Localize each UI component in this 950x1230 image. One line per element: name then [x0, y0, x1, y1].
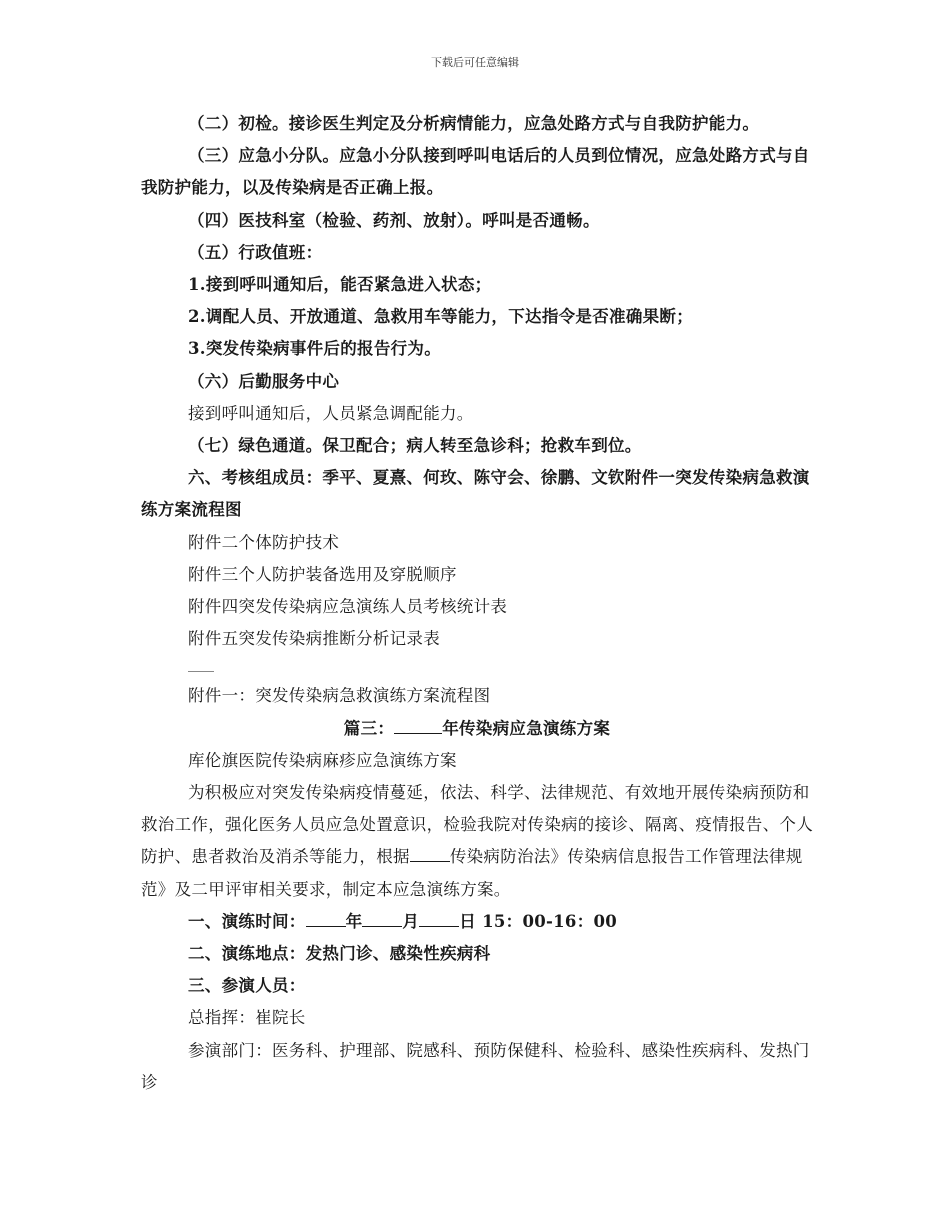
attachment-4: 附件四突发传染病应急演练人员考核统计表 [188, 597, 508, 617]
blank-month-field [362, 925, 402, 927]
commander: 总指挥：崔院长 [188, 1008, 306, 1028]
purpose-text-b: 传染病防治法》传染病信息报告工作管理法律规范》及二甲评审相关要求，制定本应急演练方案。 [141, 847, 803, 899]
separator-rule [188, 671, 214, 672]
paragraph-green-channel: （七）绿色通道。保卫配合；病人转至急诊科；抢救车到位。 [188, 436, 642, 456]
attachment-1-title: 附件一：突发传染病急救演练方案流程图 [188, 686, 491, 706]
document-body [141, 108, 813, 1099]
paragraph-purpose [141, 777, 813, 906]
drill-location: 二、演练地点：发热门诊、感染性疾病科 [188, 944, 491, 964]
paragraph-logistics: （六）后勤服务中心 [188, 371, 340, 391]
paragraph-admin-duty: （五）行政值班： [188, 242, 323, 262]
drill-time [141, 906, 813, 938]
paragraph-medtech-dept: （四）医技科室（检验、药剂、放射）。呼叫是否通畅。 [188, 210, 600, 230]
plan-name: 库伦旗医院传染病麻疹应急演练方案 [188, 750, 457, 770]
paragraph-initial-check: （二）初检。接诊医生判定及分析病情能力，应急处路方式与自我防护能力。 [188, 114, 760, 133]
blank-year-field [306, 925, 346, 927]
blank-year [394, 732, 442, 734]
drill-time-label: 一、演练时间： [188, 911, 306, 931]
list-item-2: 2.调配人员、开放通道、急救用车等能力，下达指令是否准确果断； [188, 307, 694, 327]
paragraph-assessment-members: 六、考核组成员：季平、夏熹、何玫、陈守会、徐鹏、文钦附件一突发传染病急救演练方案流程图 [141, 468, 810, 520]
purpose-text-a: 为积极应对突发传染病疫情蔓延，依法、科学、法律规范、有效地开展传染病预防和救治工作，强化医务人员应急处置意识，检验我院对传染病的接诊、隔离、疫情报告、个人防护、患者救治及消杀等能力，根据 [141, 783, 813, 867]
blank-day-field [419, 925, 459, 927]
drill-time-month: 月 [402, 911, 420, 931]
section-title-suffix: 年传染病应急演练方案 [442, 718, 611, 738]
drill-time-year: 年 [345, 911, 363, 931]
attachment-5: 附件五突发传染病推断分析记录表 [188, 629, 440, 649]
attachment-2: 附件二个体防护技术 [188, 532, 340, 552]
paragraph-emergency-team: （三）应急小分队。应急小分队接到呼叫电话后的人员到位情况，应急处路方式与自我防护能力，以及传染病是否正确上报。 [141, 146, 810, 198]
participating-depts: 参演部门：医务科、护理部、院感科、预防保健科、检验科、感染性疾病科、发热门诊 [141, 1040, 810, 1092]
list-item-1: 1.接到呼叫通知后，能否紧急进入状态； [188, 275, 492, 295]
page-header: 下载后可任意编辑 [431, 56, 519, 69]
drill-time-day: 日 15：00-16：00 [459, 911, 618, 931]
section-title-prefix: 篇三： [343, 718, 395, 738]
participants-heading: 三、参演人员： [188, 976, 306, 996]
list-item-3: 3.突发传染病事件后的报告行为。 [188, 339, 442, 359]
blank-law [410, 860, 450, 862]
paragraph-logistics-detail: 接到呼叫通知后，人员紧急调配能力。 [188, 403, 474, 423]
section-title [141, 713, 813, 745]
attachment-3: 附件三个人防护装备选用及穿脱顺序 [188, 564, 457, 584]
